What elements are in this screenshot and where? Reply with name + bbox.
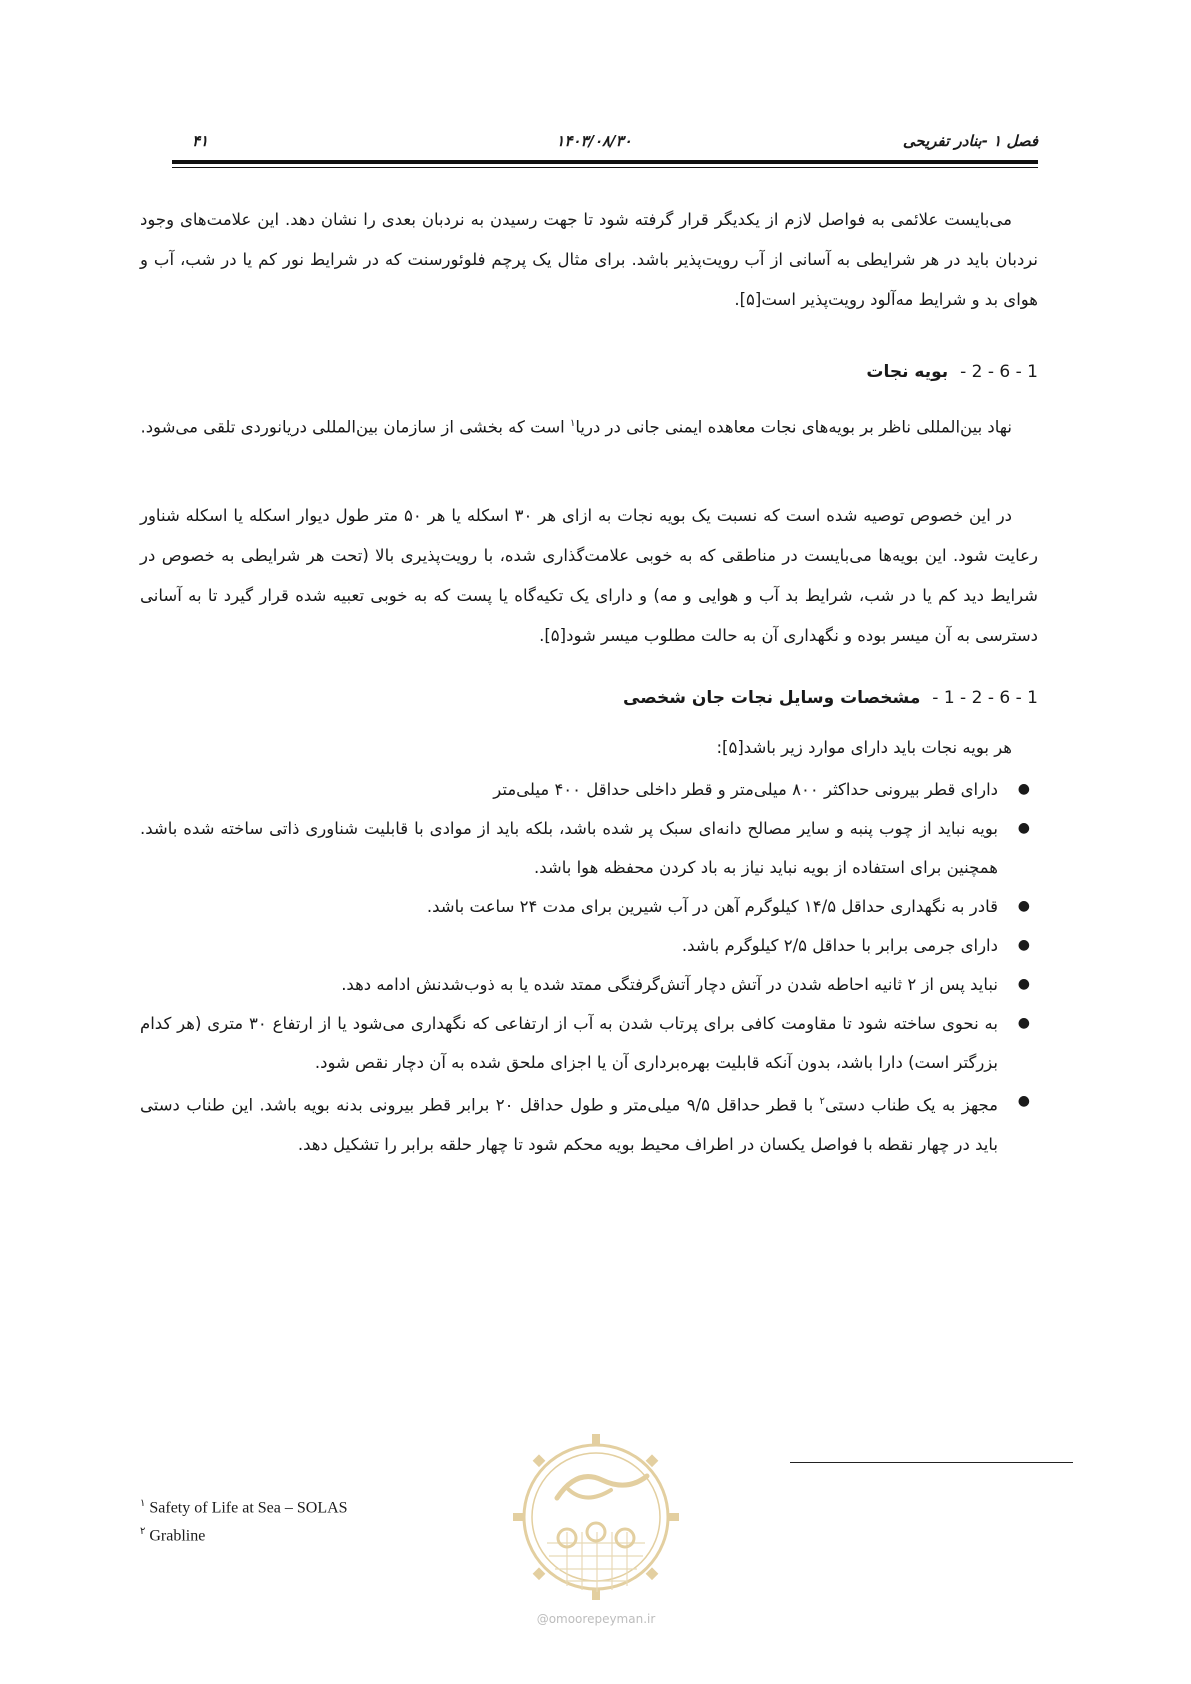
footnote-mark: ۱ — [140, 1498, 146, 1509]
watermark-logo-icon — [507, 1428, 685, 1606]
list-item — [140, 809, 1038, 887]
section-paragraph-2: در این خصوص توصیه شده است که نسبت یک بویه نجات به ازای هر ۳۰ اسکله یا هر ۵۰ متر طول دیوار اسکله یا اسکله شناور رعایت شود. این بویه‌ها می‌بایست در مناطقی که به خوبی علامت‌گذاری شده، با رویت‌پذیری بالا (تحت هر شرایطی به خصوص در شرایط دید کم یا در شب، شرایط بد آب و هوایی و مه) و دارای یک تکیه‌گاه یا پست که به خوبی تعبیه شده قرار گیرد تا به آسانی دسترسی به آن میسر بوده و نگهداری آن به حالت مطلوب میسر شود[۵]. — [140, 506, 1038, 645]
list-item — [140, 1082, 1038, 1164]
section-paragraph-1-text-b: است که بخشی از سازمان بین‌المللی دریانوردی تلقی می‌شود. — [140, 417, 570, 437]
list-item-text: دارای قطر بیرونی حداکثر ۸۰۰ میلی‌متر و قطر داخلی حداقل ۴۰۰ میلی‌متر — [493, 780, 998, 799]
subsection-number: 1 - 6 - 2 - 1 - — [932, 688, 1038, 708]
watermark-handle: @omoorepeyman.ir — [536, 1612, 656, 1626]
list-item — [140, 965, 1038, 1004]
bullet-icon: ● — [1017, 1093, 1030, 1109]
section-number: 1 - 6 - 2 - — [960, 362, 1038, 382]
page-number: ۴۱ — [192, 132, 209, 150]
list-item-text: قادر به نگهداری حداقل ۱۴/۵ کیلوگرم آهن در آب شیرین برای مدت ۲۴ ساعت باشد. — [426, 897, 998, 916]
bullet-icon: ● — [1017, 781, 1030, 797]
footnote-mark: ۲ — [140, 1526, 146, 1537]
requirements-list — [140, 770, 1038, 1164]
list-item-text-a: مجهز به یک طناب دستی — [824, 1095, 998, 1115]
bullet-icon: ● — [1017, 1015, 1030, 1031]
list-item-text: دارای جرمی برابر با حداقل ۲/۵ کیلوگرم باشد. — [681, 936, 998, 955]
list-item — [140, 1004, 1038, 1082]
subsection-lead: هر بویه نجات باید دارای موارد زیر باشد[۵]: — [716, 738, 1012, 757]
footnote-ref-1: ۱ — [569, 418, 576, 429]
header-date: ۱۴۰۳/۰۸/۳۰ — [556, 132, 632, 150]
bullet-icon: ● — [1017, 820, 1030, 836]
footnote-2 — [140, 1526, 205, 1545]
header-rule-thick — [172, 160, 1038, 164]
list-item-text-b: با قطر حداقل ۹/۵ میلی‌متر و طول حداقل ۲۰ برابر قطر بیرونی بدنه بویه باشد. این طناب دستی باید در چهار نقطه با فواصل یکسان در اطراف محیط بویه محکم شود تا چهار حلقه برابر را تشکیل دهد. — [140, 1095, 998, 1154]
footnote-text: Safety of Life at Sea – SOLAS — [149, 1499, 348, 1517]
list-item — [140, 926, 1038, 965]
footnote-1 — [140, 1498, 348, 1517]
bullet-icon: ● — [1017, 976, 1030, 992]
footnote-text: Grabline — [149, 1527, 206, 1545]
bullet-icon: ● — [1017, 898, 1030, 914]
footnote-rule — [790, 1462, 1073, 1463]
list-item — [140, 770, 1038, 809]
list-item-text: به نحوی ساخته شود تا مقاومت کافی برای پرتاب شدن به آب از ارتفاعی که نگهداری می‌شود یا از ارتفاع ۳۰ متری (هر کدام بزرگتر است) دارا باشد، بدون آنکه قابلیت بهره‌برداری آن یا اجزای ملحق شده به آن دچار نقص شود. — [140, 1014, 998, 1072]
bullet-icon: ● — [1017, 937, 1030, 953]
subsection-heading — [623, 688, 1038, 708]
chapter-title: فصل ۱ -بنادر تفریحی — [902, 132, 1038, 150]
list-item — [140, 887, 1038, 926]
section-paragraph-1-text-a: نهاد بین‌المللی ناظر بر بویه‌های نجات معاهده ایمنی جانی در دریا — [575, 417, 1012, 437]
footnote-ref-2: ۲ — [819, 1096, 825, 1107]
intro-paragraph: می‌بایست علائمی به فواصل لازم از یکدیگر قرار گرفته شود تا جهت رسیدن به نردبان بعدی را نشان دهد. این علامت‌های وجود نردبان باید در هر شرایطی به آسانی از آب رویت‌پذیر باشد. برای مثال یک پرچم فلوئورسنت که در شرایط نور کم یا در شب، آب و هوای بد و شرایط مه‌آلود رویت‌پذیر است[۵]. — [140, 210, 1038, 309]
list-item-text: بویه نباید از چوب پنبه و سایر مصالح دانه‌ای سبک پر شده باشد، بلکه باید از موادی با قابلیت شناوری ذاتی ساخته شده باشد. همچنین برای استفاده از بویه نباید نیاز به باد کردن محفظه هوا باشد. — [140, 819, 998, 877]
section-paragraph-1 — [140, 404, 1038, 448]
header-rule-thin — [172, 167, 1038, 168]
subsection-title: مشخصات وسایل نجات جان شخصی — [623, 688, 921, 708]
section-title: بویه نجات — [866, 362, 949, 382]
section-heading — [866, 362, 1038, 382]
page-header — [150, 128, 1038, 156]
list-item-text: نباید پس از ۲ ثانیه احاطه شدن در آتش دچار آتش‌گرفتگی ممتد شده یا به ذوب‌شدنش ادامه دهد. — [341, 975, 998, 994]
